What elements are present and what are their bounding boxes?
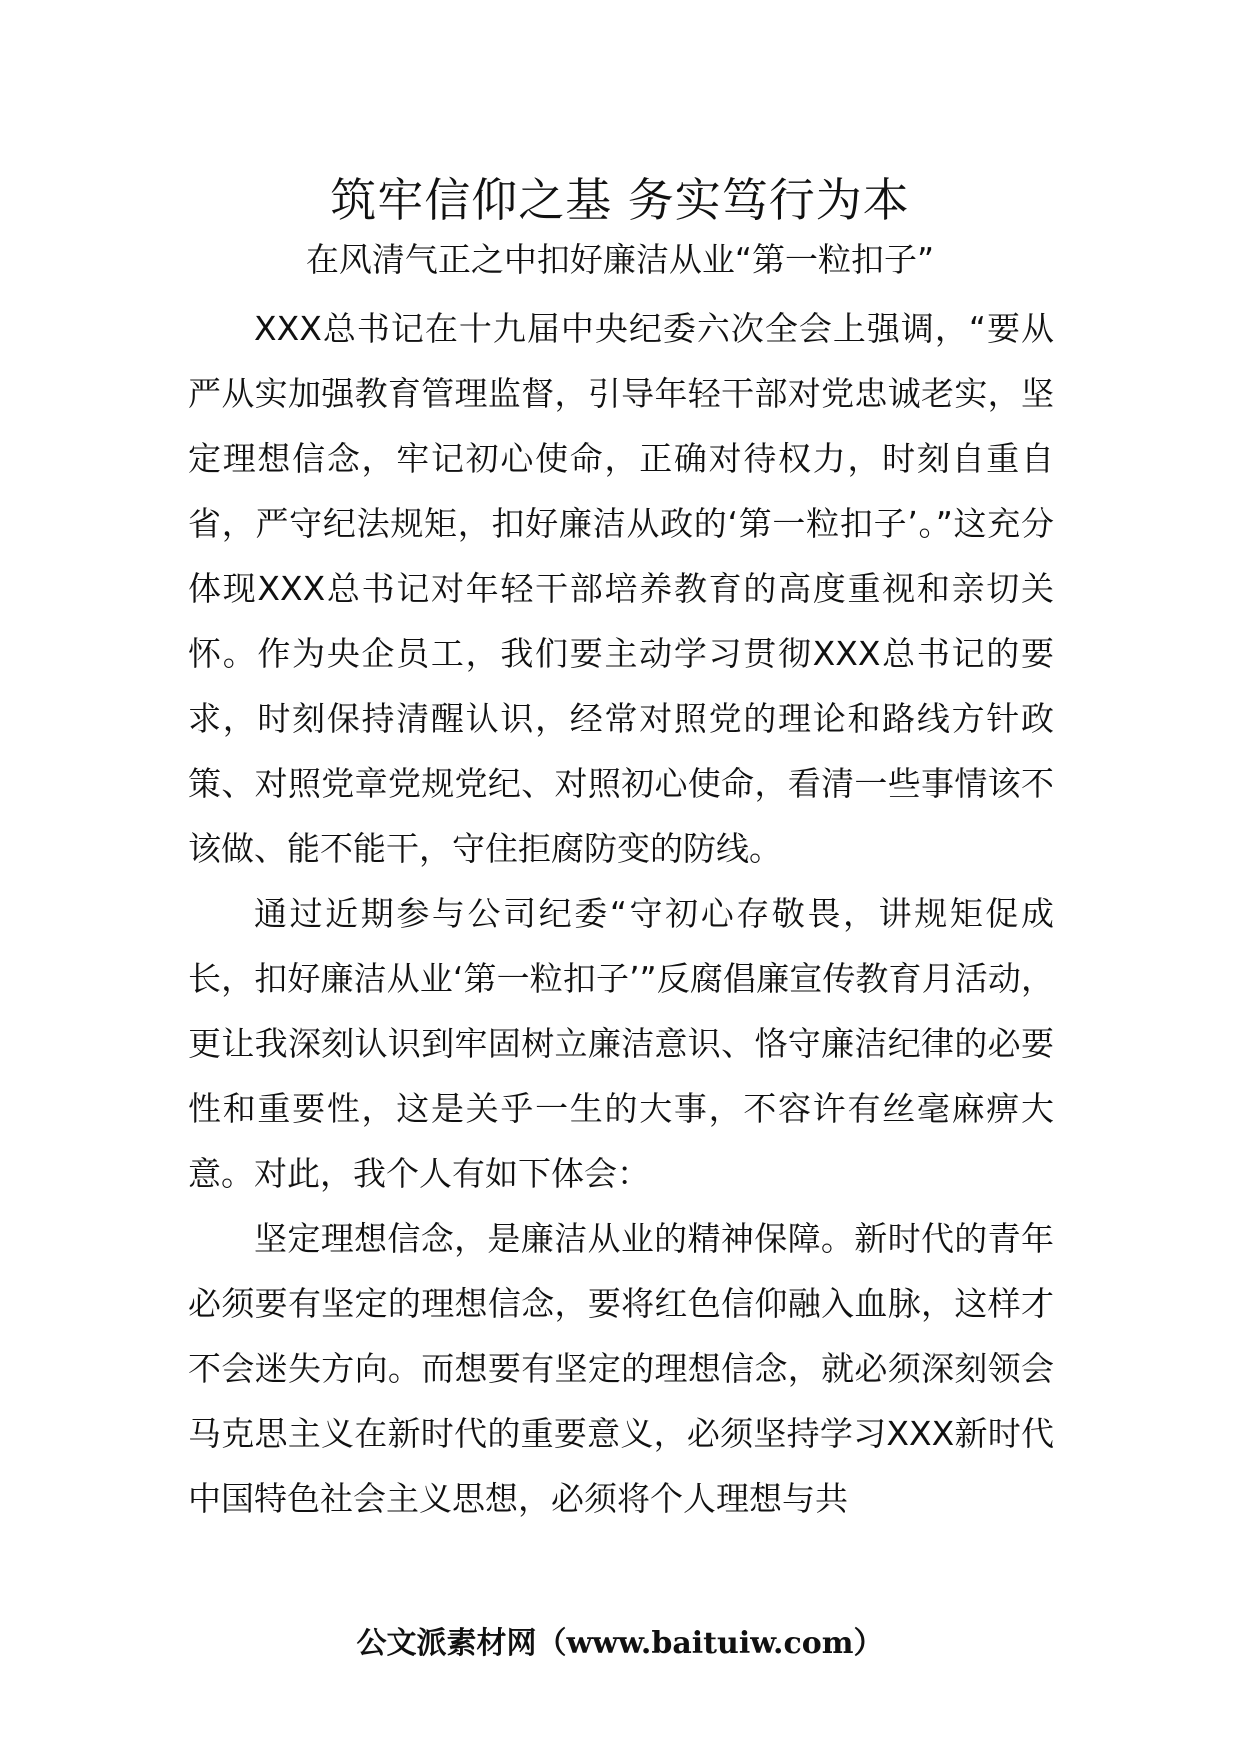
body-paragraph-2: 通过近期参与公司纪委“守初心存敬畏，讲规矩促成长，扣好廉洁从业‘第一粒扣子’”反腐倡廉宣传教育月活动，更让我深刻认识到牢固树立廉洁意识、恪守廉洁纪律的必要性和重要性，这是关乎一生的大事，不容许有丝毫麻痹大意。对此，我个人有如下体会：	[188, 894, 1054, 1193]
body-paragraph-1: XXX总书记在十九届中央纪委六次全会上强调，“要从严从实加强教育管理监督，引导年轻干部对党忠诚老实，坚定理想信念，牢记初心使命，正确对待权力，时刻自重自省，严守纪法规矩，扣好廉洁从政的‘第一粒扣子’。”这充分体现XXX总书记对年轻干部培养教育的高度重视和亲切关怀。作为央企员工，我们要主动学习贯彻XXX总书记的要求，时刻保持清醒认识，经常对照党的理论和路线方针政策、对照党章党规党纪、对照初心使命，看清一些事情该不该做、能不能干，守住拒腐防变的防线。	[188, 309, 1054, 868]
body-paragraph-3	[188, 1206, 1054, 1531]
document-title: 筑牢信仰之基 务实笃行为本	[330, 173, 910, 227]
paragraph-3-rest: 新时代的青年必须要有坚定的理想信念，要将红色信仰融入血脉，这样才不会迷失方向。而想要有坚定的理想信念，就必须深刻领会马克思主义在新时代的重要意义，必须坚持学习XXX新时代中国特色社会主义思想，必须将个人理想与共	[188, 1219, 1055, 1518]
page-footer-watermark: 公文派素材网（www.baituiw.com）	[356, 1626, 884, 1661]
document-subtitle: 在风清气正之中扣好廉洁从业“第一粒扣子”	[305, 240, 935, 279]
document-body	[188, 296, 1054, 1531]
paragraph-3-lead: 坚定理想信念，是廉洁从业的精神保障。	[254, 1219, 855, 1258]
